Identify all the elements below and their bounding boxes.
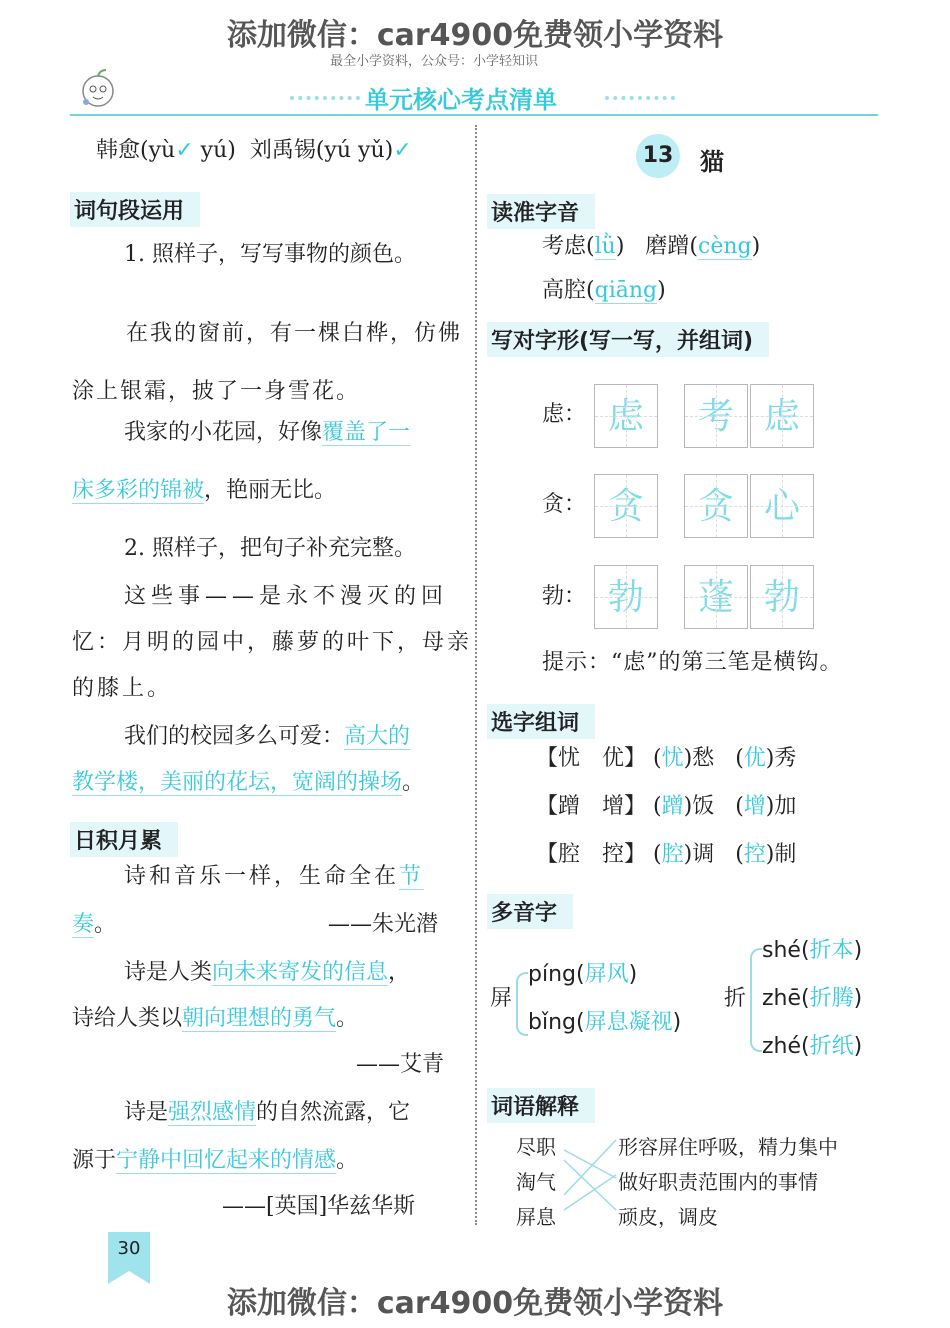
header-faint-text: 最全小学资料，公众号：小学轻知识 (330, 54, 539, 69)
q2-example-3: 的膝上。 (72, 676, 173, 701)
section-heading: 日积月累 (70, 822, 178, 857)
choose-row-2: 【蹭 增】 (蹭)饭 (增)加 (536, 794, 797, 819)
writing-cell: 虑 (594, 384, 658, 448)
char-label: 贪： (542, 492, 587, 517)
writing-cell: 考 (684, 384, 748, 448)
q2-example-1: 这些事——是永不漫灭的回 (124, 584, 449, 609)
char-label: 勃： (542, 584, 587, 609)
term: 屏息 (516, 1205, 556, 1229)
section-heading: 读准字音 (487, 194, 595, 229)
lesson-title: 猫 (700, 147, 724, 176)
header-rule (70, 114, 878, 116)
watermark-bottom: 添加微信：car4900免费领小学资料 (226, 1286, 724, 1321)
choose-row-3: 【腔 控】 (腔)调 (控)制 (536, 842, 797, 867)
writing-cell: 贪 (594, 474, 658, 538)
matching-lines (562, 1130, 618, 1235)
column-divider (475, 125, 477, 1225)
q2-answer-line1: 我们的校园多么可爱：高大的 (124, 724, 411, 749)
writing-cell: 勃 (750, 565, 814, 629)
watermark-top: 添加微信：car4900免费领小学资料 (226, 18, 724, 53)
header-title: 单元核心考点清单 (365, 86, 557, 114)
q2-example-2: 忆：月明的园中，藤萝的叶下，母亲 (72, 630, 473, 655)
poem-1-author: ——朱光潜 (328, 912, 439, 937)
poly-char: 屏 (490, 986, 513, 1011)
poly-reading: zhé(折纸) (762, 1034, 863, 1059)
poem-2-author: ——艾青 (356, 1052, 445, 1077)
terms-list (516, 1130, 556, 1235)
definition: 做好职责范围内的事情 (618, 1170, 818, 1194)
hint: 提示：“虑”的第三笔是横钩。 (542, 650, 843, 675)
page-number: 30 (117, 1238, 141, 1259)
section-heading: 写对字形(写一写，并组词) (487, 322, 769, 357)
header-dots-right (605, 96, 675, 100)
question-2: 2. 照样子，把句子补充完整。 (124, 536, 416, 561)
brace-icon (750, 948, 762, 1052)
poem-3-author: ——[英国]华兹华斯 (222, 1194, 416, 1219)
reading-row-1: 考虑(lǜ) 磨蹭(cèng) (542, 234, 761, 259)
question-1: 1. 照样子，写写事物的颜色。 (124, 242, 416, 267)
q1-example: 在我的窗前，有一棵白桦，仿佛涂上银霜，披了一身雪花。 (72, 321, 463, 404)
poly-reading: shé(折本) (762, 938, 863, 963)
q1-answer-line1: 我家的小花园，好像覆盖了一 (124, 420, 411, 445)
writing-cell: 蓬 (684, 565, 748, 629)
reading-row-2: 高腔(qiāng) (542, 278, 666, 303)
poem-2-line2: 诗给人类以朝向理想的勇气。 (72, 1006, 359, 1031)
brace-icon (516, 972, 528, 1036)
poem-1-line2: 奏。 (72, 912, 117, 937)
poem-3-line2: 源于宁静中回忆起来的情感。 (72, 1148, 359, 1173)
term: 尽职 (516, 1135, 556, 1159)
check-icon: ✓ (393, 138, 412, 163)
section-heading: 多音字 (487, 894, 573, 929)
definition: 顽皮，调皮 (618, 1205, 718, 1229)
writing-cell: 勃 (594, 565, 658, 629)
defs-list (618, 1130, 838, 1235)
header-dots-left (290, 96, 360, 100)
definition: 形容屏住呼吸，精力集中 (618, 1135, 838, 1159)
choose-row-1: 【忧 优】 (忧)愁 (优)秀 (536, 746, 797, 771)
poem-1-line1: 诗和音乐一样，生命全在节 (124, 864, 425, 889)
q2-answer-line2: 教学楼，美丽的花坛，宽阔的操场。 (72, 770, 425, 795)
pinyin-line: 韩愈(yù✓ yú) 刘禹锡(yú yǔ)✓ (96, 138, 412, 163)
term: 淘气 (516, 1170, 556, 1194)
char-label: 虑： (542, 402, 587, 427)
lesson-number-badge: 13 (636, 134, 680, 178)
check-icon: ✓ (175, 138, 194, 163)
poly-reading: píng(屏风) (528, 962, 638, 987)
poly-char: 折 (724, 986, 747, 1011)
writing-cell: 虑 (750, 384, 814, 448)
poem-2-line1: 诗是人类向未来寄发的信息， (124, 960, 411, 985)
section-heading: 词语解释 (487, 1088, 595, 1123)
poly-reading: bǐng(屏息凝视) (528, 1010, 682, 1035)
apple-mascot-icon (76, 66, 120, 110)
writing-cell: 贪 (684, 474, 748, 538)
section-heading: 选字组词 (487, 704, 595, 739)
section-heading: 词句段运用 (70, 192, 200, 227)
writing-cell: 心 (750, 474, 814, 538)
poly-reading: zhē(折腾) (762, 986, 863, 1011)
q1-answer-line2: 床多彩的锦被，艳丽无比。 (72, 478, 337, 503)
poem-3-line1: 诗是强烈感情的自然流露，它 (124, 1100, 411, 1125)
